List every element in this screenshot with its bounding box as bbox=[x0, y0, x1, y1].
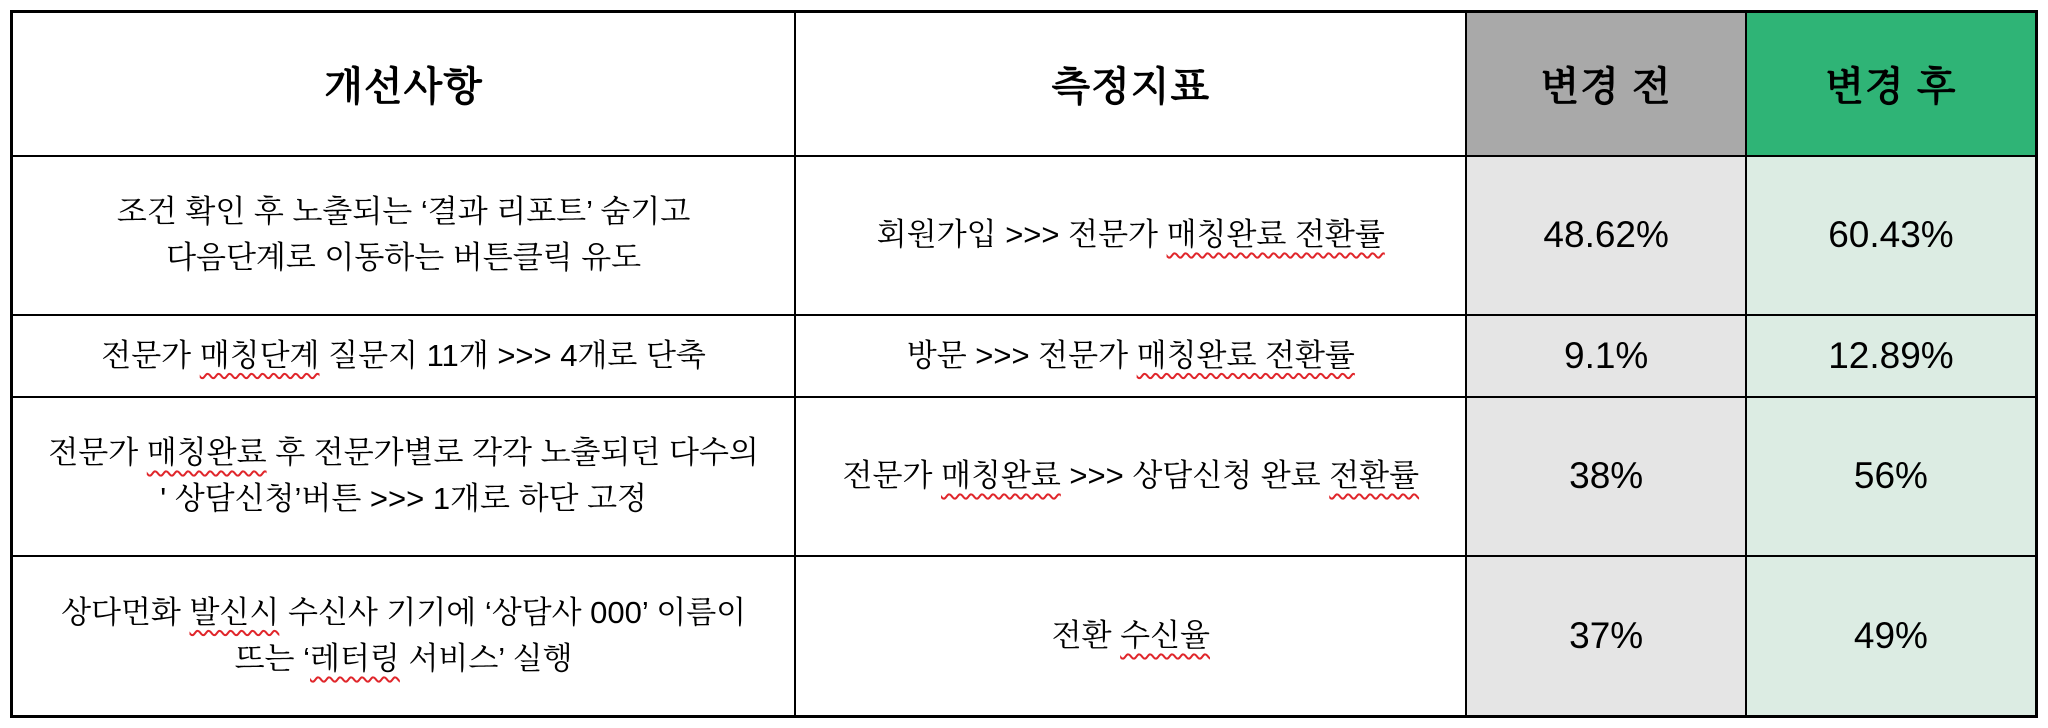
column-header-metric: 측정지표 bbox=[795, 12, 1466, 156]
column-header-after: 변경 후 bbox=[1746, 12, 2037, 156]
after-value: 12.89% bbox=[1746, 315, 2037, 396]
kpi-table bbox=[10, 10, 2038, 718]
improvement-cell bbox=[12, 156, 796, 316]
before-value: 48.62% bbox=[1466, 156, 1745, 316]
misspelled-text: 매칭완료 전환률 bbox=[1136, 337, 1355, 373]
text-segment: 질문지 11개 >>> 4개로 단축 bbox=[319, 337, 706, 373]
improvement-cell bbox=[12, 397, 796, 557]
text-line bbox=[25, 476, 782, 523]
header-row bbox=[12, 12, 2037, 156]
text-segment: 전문가 bbox=[48, 434, 147, 470]
misspelled-text: 매칭단계 bbox=[199, 337, 320, 373]
text-segment: 전문가 bbox=[842, 458, 941, 494]
column-header-before: 변경 전 bbox=[1466, 12, 1745, 156]
text-segment: 전환 bbox=[1051, 617, 1121, 653]
after-value: 60.43% bbox=[1746, 156, 2037, 316]
improvement-cell bbox=[12, 315, 796, 396]
text-segment: 방문 >>> 전문가 bbox=[906, 337, 1137, 373]
misspelled-text: 매칭완료 bbox=[146, 434, 267, 470]
text-line bbox=[808, 453, 1453, 500]
table-row bbox=[12, 556, 2037, 716]
text-segment: 수신사 기기에 ‘상담사 000’ 이름이 bbox=[279, 594, 747, 630]
after-value: 56% bbox=[1746, 397, 2037, 557]
text-line bbox=[25, 636, 782, 683]
text-segment: 후 전문가별로 각각 노출되던 다수의 bbox=[266, 434, 759, 470]
misspelled-text: 발신시 bbox=[189, 594, 280, 630]
before-value: 38% bbox=[1466, 397, 1745, 557]
text-line bbox=[25, 430, 782, 477]
before-value: 9.1% bbox=[1466, 315, 1745, 396]
text-segment: 뜨는 ‘ bbox=[234, 641, 311, 677]
metric-cell bbox=[795, 556, 1466, 716]
text-segment: >>> 상담신청 완료 bbox=[1060, 458, 1330, 494]
misspelled-text: 전환률 bbox=[1329, 458, 1420, 494]
text-line bbox=[25, 333, 782, 380]
text-segment: ' 상담신청’버튼 >>> 1개로 하단 고정 bbox=[160, 481, 647, 517]
text-segment: 서비스’ 실행 bbox=[399, 641, 573, 677]
kpi-table-container bbox=[10, 10, 2038, 718]
table-row bbox=[12, 397, 2037, 557]
text-segment: 상다먼화 bbox=[61, 594, 190, 630]
metric-cell bbox=[795, 315, 1466, 396]
text-line bbox=[808, 333, 1453, 380]
text-segment: 회원가입 >>> 전문가 bbox=[876, 217, 1167, 253]
misspelled-text: 매칭완료 전환률 bbox=[1166, 217, 1385, 253]
after-value: 49% bbox=[1746, 556, 2037, 716]
text-line bbox=[25, 235, 782, 282]
text-line bbox=[25, 189, 782, 236]
text-segment: 다음단계로 이동하는 버튼클릭 유도 bbox=[166, 240, 642, 276]
table-row bbox=[12, 156, 2037, 316]
text-line bbox=[25, 590, 782, 637]
before-value: 37% bbox=[1466, 556, 1745, 716]
column-header-improvement: 개선사항 bbox=[12, 12, 796, 156]
table-row bbox=[12, 315, 2037, 396]
improvement-cell bbox=[12, 556, 796, 716]
text-line bbox=[808, 212, 1453, 259]
misspelled-text: 매칭완료 bbox=[941, 458, 1061, 494]
misspelled-text: 수신율 bbox=[1120, 617, 1210, 653]
text-segment: 조건 확인 후 노출되는 ‘결과 리포트’ 숨기고 bbox=[116, 193, 691, 229]
text-segment: 전문가 bbox=[101, 337, 200, 373]
metric-cell bbox=[795, 156, 1466, 316]
misspelled-text: 레터링 bbox=[310, 641, 400, 677]
metric-cell bbox=[795, 397, 1466, 557]
text-line bbox=[808, 613, 1453, 660]
table-body bbox=[12, 156, 2037, 717]
